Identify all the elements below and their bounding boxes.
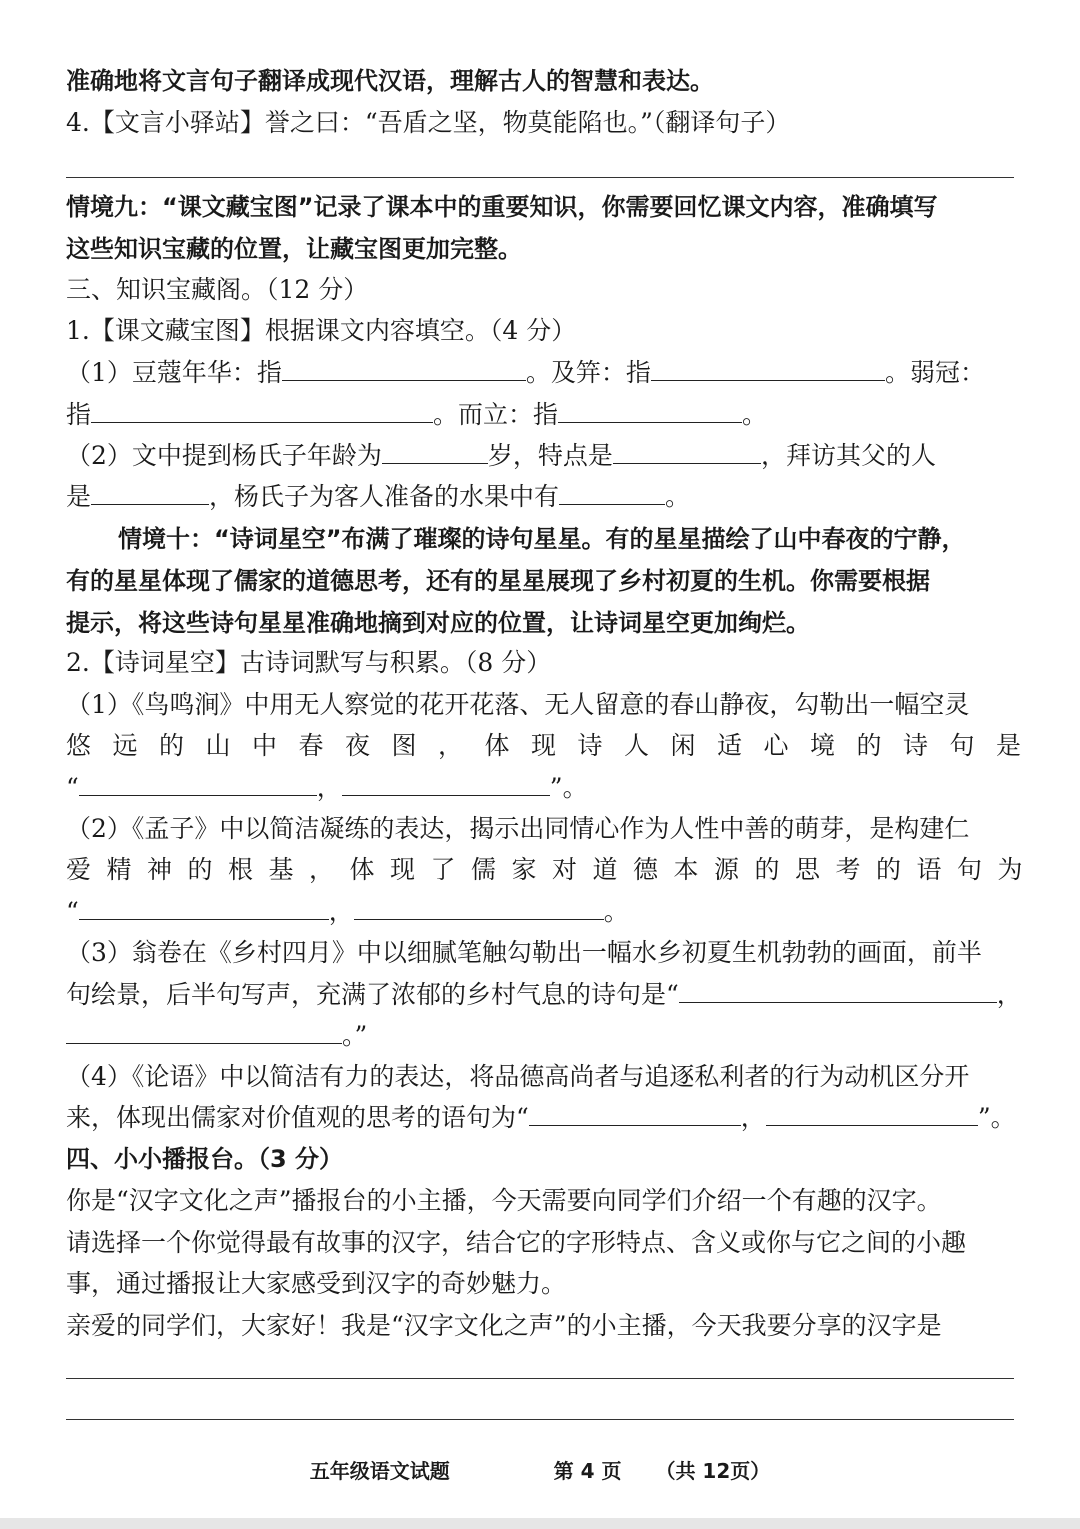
blank-lunyu-1[interactable] [529, 1103, 741, 1126]
blank-visitor[interactable] [91, 482, 209, 505]
blank-mengzi-1[interactable] [79, 897, 329, 920]
section-4-heading: 四、小小播报台。（3 分） [66, 1145, 344, 1173]
question-4: 4.【文言小驿站】誉之曰：“吾盾之坚，物莫能陷也。”（翻译句子） [66, 108, 791, 137]
blank-lunyu-2[interactable] [766, 1103, 978, 1126]
blank-age[interactable] [382, 441, 488, 464]
blank-xiangcun-2[interactable] [66, 1021, 342, 1044]
section-4-line2: 请选择一个你觉得最有故事的汉字，结合它的字形特点、含义或你与它之间的小趣 [66, 1228, 967, 1257]
q2-part4-line1: （4）《论语》中以简洁有力的表达，将品德高尚者与追逐私利者的行为动机区分开 [66, 1062, 970, 1091]
q2-part2-line2: 爱精神的根基，体现了儒家对道德本源的思考的语句为 [66, 855, 1039, 884]
blank-ruoguan[interactable] [91, 400, 433, 423]
q2-part1-answer: “ ， ”。 [66, 773, 588, 802]
blank-xiangcun-1[interactable] [679, 980, 997, 1003]
q1-part1-line2: 指 。而立：指 。 [66, 400, 768, 429]
q1-part2-line2: 是 ，杨氏子为客人准备的水果中有 。 [66, 482, 691, 511]
answer-line-broadcast-1[interactable] [66, 1378, 1014, 1379]
scenario-10-line-3: 提示，将这些诗句星星准确地摘到对应的位置，让诗词星空更加绚烂。 [66, 609, 810, 637]
blank-mengzi-2[interactable] [354, 897, 604, 920]
q2-part3-line1: （3）翁卷在《乡村四月》中以细腻笔触勾勒出一幅水乡初夏生机勃勃的画面，前半 [66, 938, 982, 967]
q2-part2-line1: （2）《孟子》中以简洁凝练的表达，揭示出同情心作为人性中善的萌芽，是构建仁 [66, 814, 970, 843]
scenario-10-line-2: 有的星星体现了儒家的道德思考，还有的星星展现了乡村初夏的生机。你需要根据 [66, 567, 930, 595]
instruction-line: 准确地将文言句子翻译成现代汉语，理解古人的智慧和表达。 [66, 67, 714, 95]
q1-part1-line1: （1）豆蔻年华：指 。及笄：指 。弱冠： [66, 358, 985, 387]
q2-part1-line1: （1）《鸟鸣涧》中用无人察觉的花开花落、无人留意的春山静夜，勾勒出一幅空灵 [66, 690, 970, 719]
blank-jiji[interactable] [651, 358, 885, 381]
blank-doukou[interactable] [282, 358, 526, 381]
footer-subject: 五年级语文试题 [309, 1459, 450, 1483]
blank-erli[interactable] [558, 400, 742, 423]
section-4-line1: 你是“汉字文化之声”播报台的小主播，今天需要向同学们介绍一个有趣的汉字。 [66, 1186, 942, 1215]
section-4-line4: 亲爱的同学们，大家好！我是“汉字文化之声”的小主播，今天我要分享的汉字是 [66, 1311, 942, 1340]
footer-total: （共 12页） [655, 1459, 771, 1483]
answer-line-q4[interactable] [66, 177, 1014, 178]
scenario-10-line-1: 情境十：“诗词星空”布满了璀璨的诗句星星。有的星星描绘了山中春夜的宁静， [118, 525, 966, 553]
scenario-9-line-1: 情境九：“课文藏宝图”记录了课本中的重要知识，你需要回忆课文内容，准确填写 [66, 193, 938, 221]
blank-niaomingjian-2[interactable] [342, 773, 550, 796]
scenario-9-line-2: 这些知识宝藏的位置，让藏宝图更加完整。 [66, 235, 522, 263]
bottom-edge [0, 1518, 1080, 1529]
q2-part4-line2: 来，体现出儒家对价值观的思考的语句为“ ， ”。 [66, 1103, 1016, 1132]
blank-fruit[interactable] [559, 482, 665, 505]
question-1-title: 1.【课文藏宝图】根据课文内容填空。（4 分） [66, 316, 577, 345]
q2-part1-line2: 悠远的山中春夜图，体现诗人闲适心境的诗句是 [66, 731, 1043, 760]
section-3-heading: 三、知识宝藏阁。（12 分） [66, 275, 369, 304]
q2-part2-answer: “ ， 。 [66, 897, 629, 926]
page-footer [0, 1455, 1080, 1484]
answer-line-broadcast-2[interactable] [66, 1419, 1014, 1420]
question-2-title: 2.【诗词星空】古诗词默写与积累。（8 分） [66, 648, 552, 677]
q2-part3-line3: 。” [66, 1019, 1014, 1053]
blank-trait[interactable] [613, 441, 761, 464]
footer-page: 第 4 页 [553, 1459, 622, 1483]
blank-niaomingjian-1[interactable] [79, 773, 317, 796]
section-4-line3: 事，通过播报让大家感受到汉字的奇妙魅力。 [66, 1269, 567, 1298]
q1-part2-line1: （2）文中提到杨氏子年龄为 岁，特点是 ，拜访其父的人 [66, 441, 936, 470]
q2-part3-line2: 句绘景，后半句写声，充满了浓郁的乡村气息的诗句是“ ， [66, 980, 1022, 1009]
